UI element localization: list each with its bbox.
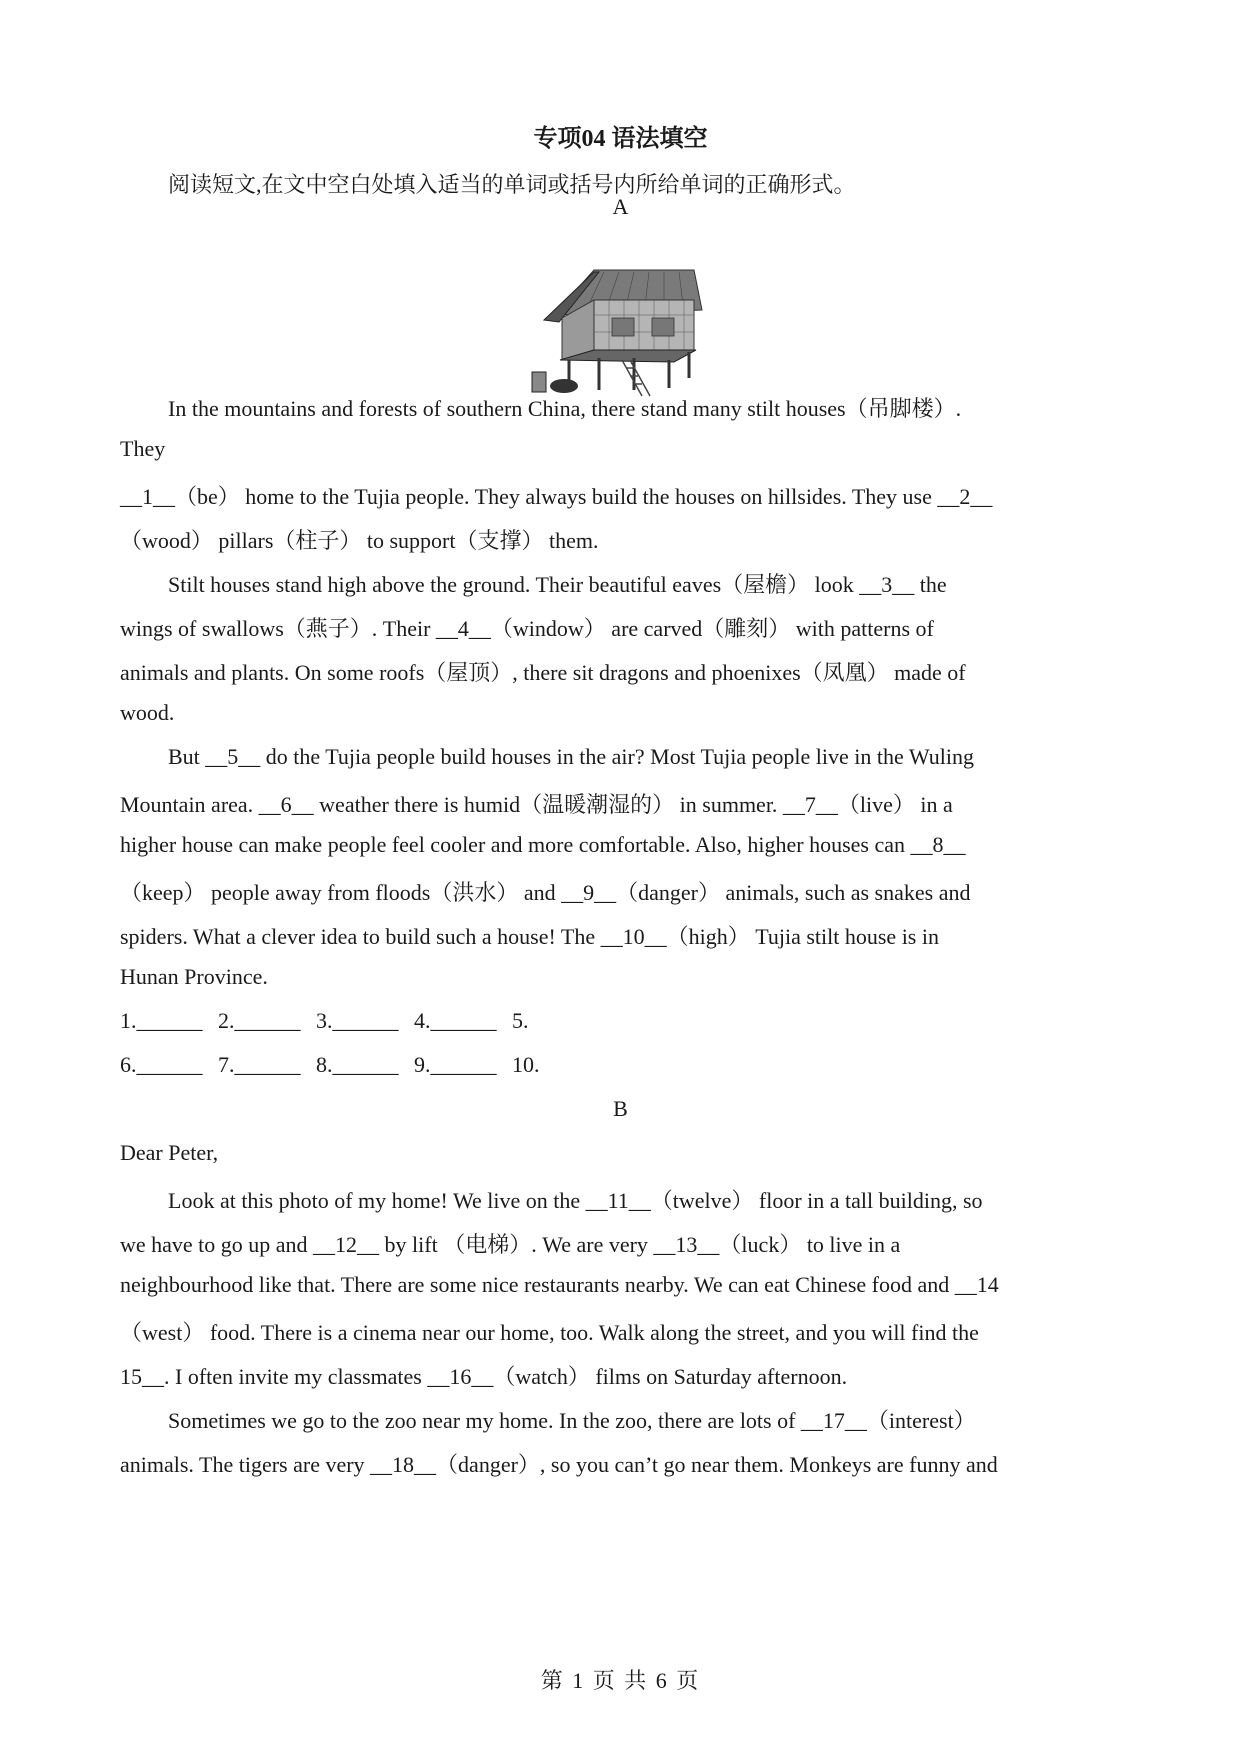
- passage-b-line-7: animals. The tigers are very __18__（danger）, so you can’t go near them. Monkeys are funny and: [120, 1452, 998, 1477]
- passage-a-line-7: animals and plants. On some roofs（屋顶）, there sit dragons and phoenixes（凤凰） made of: [120, 660, 966, 685]
- answer-slot-1[interactable]: 1.______: [120, 1008, 203, 1033]
- answer-slot-9[interactable]: 9.______: [414, 1052, 497, 1077]
- passage-a-line-8: wood.: [120, 700, 175, 725]
- letter-greeting: Dear Peter,: [120, 1140, 219, 1165]
- passage-b-line-4: （west） food. There is a cinema near our home, too. Walk along the street, and you will find the: [120, 1320, 979, 1345]
- passage-a-line-4: （wood） pillars（柱子） to support（支撑） them.: [120, 528, 599, 553]
- passage-a-line-12: （keep） people away from floods（洪水） and __9__（danger） animals, such as snakes and: [120, 880, 971, 905]
- instruction-text: 阅读短文,在文中空白处填入适当的单词或括号内所给单词的正确形式。: [168, 172, 856, 197]
- passage-a-line-14: Hunan Province.: [120, 964, 268, 989]
- answer-row-2: [120, 1052, 550, 1078]
- passage-a-line-3: __1__（be） home to the Tujia people. They always build the houses on hillsides. They use __2__: [120, 484, 993, 509]
- passage-a-line-11: higher house can make people feel cooler and more comfortable. Also, higher houses can __8__: [120, 832, 966, 857]
- passage-a-line-5: Stilt houses stand high above the ground. Their beautiful eaves（屋檐） look __3__ the: [168, 572, 947, 597]
- passage-a-line-6: wings of swallows（燕子）. Their __4__（window） are carved（雕刻） with patterns of: [120, 616, 934, 641]
- section-a-label: A: [612, 194, 629, 219]
- answer-slot-6[interactable]: 6.______: [120, 1052, 203, 1077]
- passage-a-line-10: Mountain area. __6__ weather there is humid（温暖潮湿的） in summer. __7__（live） in a: [120, 792, 953, 817]
- answer-slot-3[interactable]: 3.______: [316, 1008, 399, 1033]
- passage-b-line-1: Look at this photo of my home! We live on the __11__（twelve） floor in a tall building, so: [168, 1188, 983, 1213]
- answer-slot-8[interactable]: 8.______: [316, 1052, 399, 1077]
- page-title: 专项04 语法填空: [533, 126, 708, 152]
- answer-slot-2[interactable]: 2.______: [218, 1008, 301, 1033]
- passage-a-line-1: In the mountains and forests of southern China, there stand many stilt houses（吊脚楼）.: [168, 396, 962, 421]
- page-footer: 第 1 页 共 6 页: [540, 1668, 701, 1693]
- passage-b-line-3: neighbourhood like that. There are some nice restaurants nearby. We can eat Chinese food and __14: [120, 1272, 999, 1297]
- passage-a-line-9: But __5__ do the Tujia people build houses in the air? Most Tujia people live in the Wuling: [168, 744, 974, 769]
- answer-row-1: [120, 1008, 539, 1034]
- passage-b-line-6: Sometimes we go to the zoo near my home. In the zoo, there are lots of __17__（interest）: [168, 1408, 976, 1433]
- section-b-label: B: [613, 1096, 628, 1121]
- answer-slot-4[interactable]: 4.______: [414, 1008, 497, 1033]
- passage-a-line-13: spiders. What a clever idea to build such a house! The __10__（high） Tujia stilt house is in: [120, 924, 939, 949]
- answer-slot-7[interactable]: 7.______: [218, 1052, 301, 1077]
- passage-b-line-2: we have to go up and __12__ by lift （电梯）. We are very __13__（luck） to live in a: [120, 1232, 901, 1257]
- answer-slot-10[interactable]: 10.: [512, 1052, 540, 1077]
- answer-slot-5[interactable]: 5.: [512, 1008, 529, 1033]
- passage-a-line-2: They: [120, 436, 166, 461]
- passage-b-line-5: 15__. I often invite my classmates __16__（watch） films on Saturday afternoon.: [120, 1364, 848, 1389]
- stilt-house-icon: [524, 260, 714, 400]
